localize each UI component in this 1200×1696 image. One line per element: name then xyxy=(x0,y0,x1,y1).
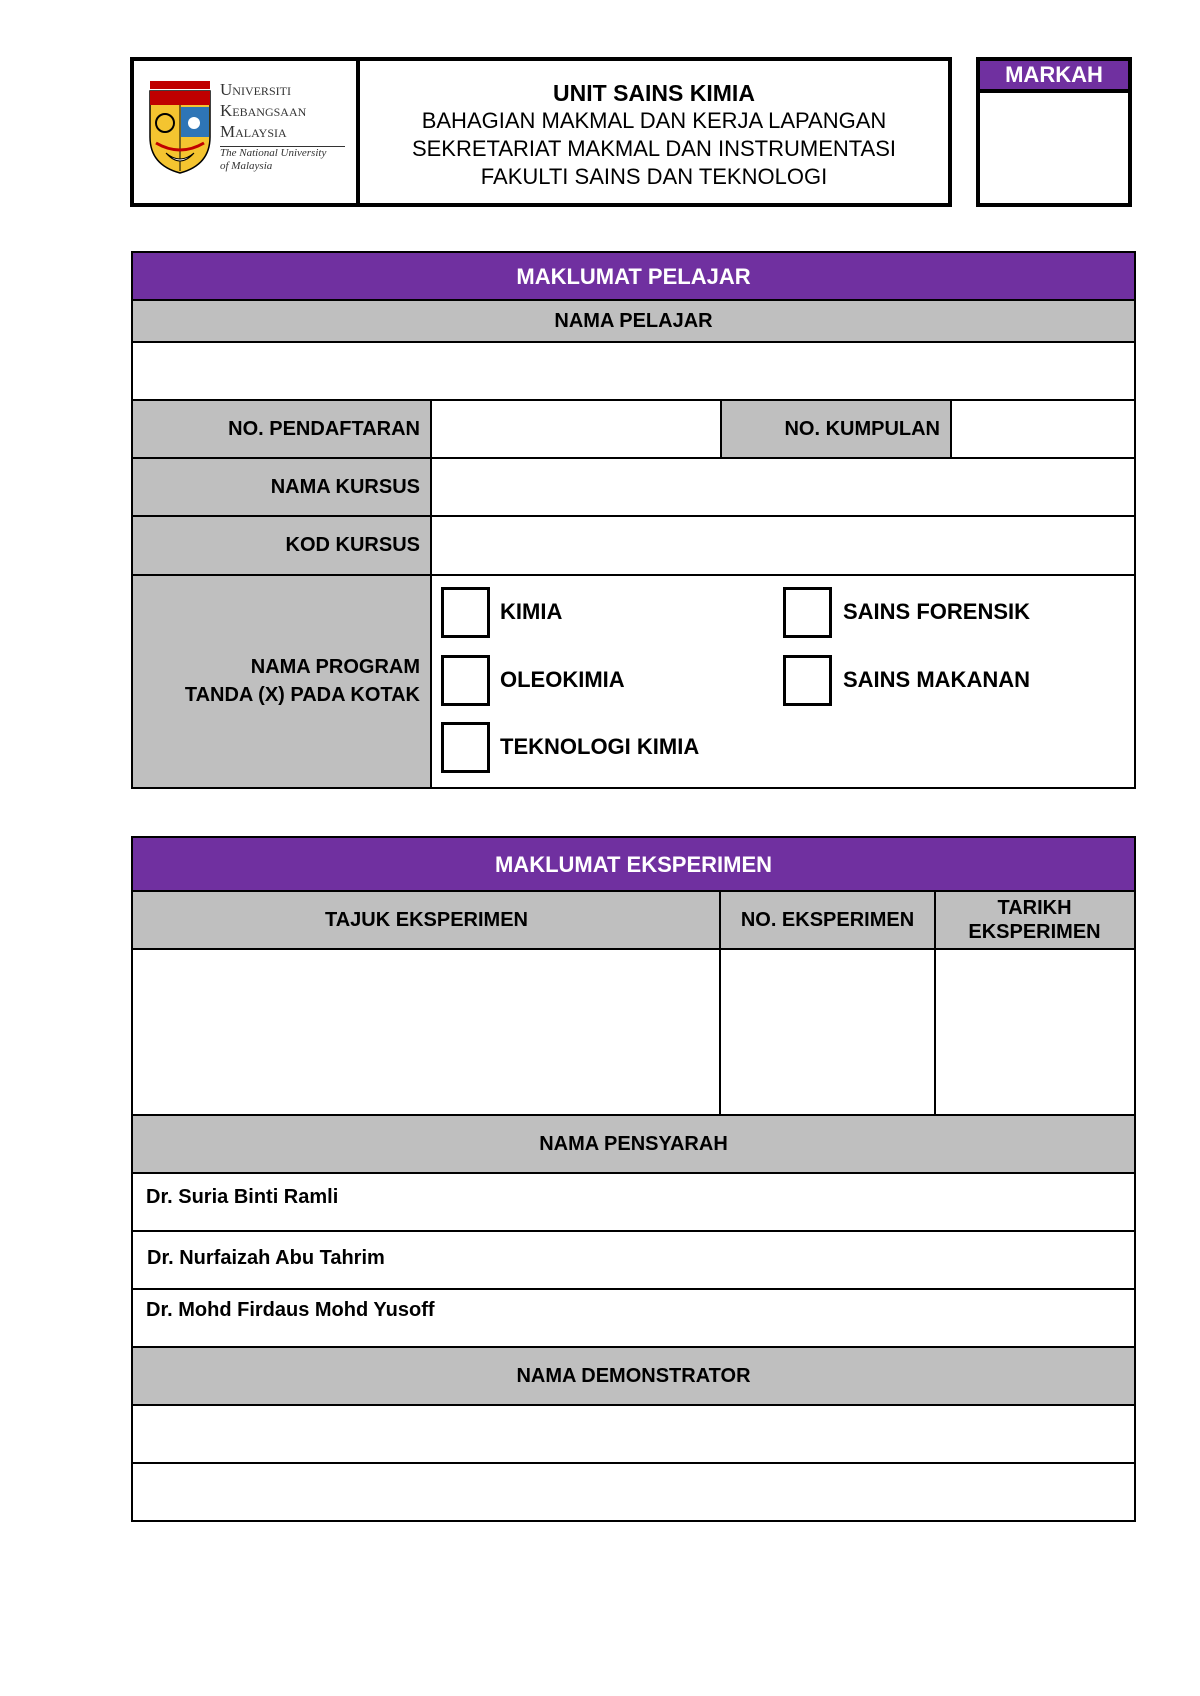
group-number-field[interactable] xyxy=(951,400,1134,458)
divider xyxy=(934,891,936,1115)
lecturer-name-2: Dr. Nurfaizah Abu Tahrim xyxy=(147,1247,385,1269)
reg-number-field[interactable] xyxy=(431,400,721,458)
student-name-label: NAMA PELAJAR xyxy=(133,300,1134,342)
checkbox-kimia[interactable] xyxy=(441,587,490,638)
logo-text xyxy=(220,79,350,173)
divider xyxy=(133,457,1134,459)
header-title: UNIT SAINS KIMIA xyxy=(553,80,755,106)
header-subtitle-3: FAKULTI SAINS DAN TEKNOLOGI xyxy=(480,164,828,189)
divider xyxy=(133,341,1134,343)
checkbox-label-teknologi-kimia: TEKNOLOGI KIMIA xyxy=(500,734,700,759)
reg-number-label: NO. PENDAFTARAN xyxy=(133,400,431,458)
logo-line-1: Universiti xyxy=(220,80,291,99)
experiment-date-label-line-1: TARIKH xyxy=(997,897,1072,919)
experiment-date-field[interactable] xyxy=(935,949,1134,1115)
checkbox-label-kimia: KIMIA xyxy=(500,599,563,624)
experiment-date-label xyxy=(935,891,1134,949)
course-name-field[interactable] xyxy=(431,458,1134,516)
divider xyxy=(133,574,1134,576)
experiment-number-label: NO. EKSPERIMEN xyxy=(720,891,935,949)
header-subtitle-2: SEKRETARIAT MAKMAL DAN INSTRUMENTASI xyxy=(411,136,897,161)
logo-line-3: Malaysia xyxy=(220,122,287,141)
lecturer-name-3: Dr. Mohd Firdaus Mohd Yusoff xyxy=(146,1299,435,1321)
divider xyxy=(133,1230,1134,1232)
course-name-label: NAMA KURSUS xyxy=(133,458,431,516)
markah-label: MARKAH xyxy=(980,61,1128,93)
divider xyxy=(720,400,722,458)
logo-tagline-2: of Malaysia xyxy=(220,160,273,172)
ukm-crest-icon xyxy=(146,79,214,175)
divider xyxy=(133,1114,1134,1116)
course-code-field[interactable] xyxy=(431,516,1134,575)
divider xyxy=(133,1288,1134,1290)
demonstrator-field-2[interactable] xyxy=(133,1463,1134,1520)
logo-line-2: Kebangsaan xyxy=(220,101,307,120)
experiment-number-field[interactable] xyxy=(720,949,935,1115)
checkbox-oleokimia[interactable] xyxy=(441,655,490,706)
program-label-line-2: TANDA (X) PADA KOTAK xyxy=(184,684,420,706)
divider xyxy=(133,1346,1134,1348)
header-title-box xyxy=(356,57,952,207)
checkbox-sains-forensik[interactable] xyxy=(783,587,832,638)
checkbox-label-sains-forensik: SAINS FORENSIK xyxy=(843,599,1031,624)
checkbox-label-sains-makanan: SAINS MAKANAN xyxy=(843,667,1030,692)
divider xyxy=(133,1404,1134,1406)
experiment-date-label-line-2: EKSPERIMEN xyxy=(968,921,1101,943)
divider xyxy=(133,890,1134,892)
divider xyxy=(133,1172,1134,1174)
markah-box xyxy=(976,57,1132,207)
experiment-title-label: TAJUK EKSPERIMEN xyxy=(133,891,720,949)
checkbox-label-oleokimia: OLEOKIMIA xyxy=(500,667,625,692)
divider xyxy=(719,891,721,1115)
experiment-title-field[interactable] xyxy=(133,949,720,1115)
markah-input-area[interactable] xyxy=(980,93,1128,203)
demonstrator-label: NAMA DEMONSTRATOR xyxy=(133,1347,1134,1405)
university-logo-box xyxy=(130,57,360,207)
divider xyxy=(133,1462,1134,1464)
group-number-label: NO. KUMPULAN xyxy=(721,400,951,458)
program-label xyxy=(133,575,431,787)
student-section-title: MAKLUMAT PELAJAR xyxy=(133,253,1134,300)
checkbox-sains-makanan[interactable] xyxy=(783,655,832,706)
checkbox-teknologi-kimia[interactable] xyxy=(441,722,490,773)
divider xyxy=(133,515,1134,517)
divider xyxy=(430,400,432,787)
header-subtitle-1: BAHAGIAN MAKMAL DAN KERJA LAPANGAN xyxy=(421,108,887,133)
divider xyxy=(133,299,1134,301)
lecturer-label: NAMA PENSYARAH xyxy=(133,1115,1134,1173)
program-label-line-1: NAMA PROGRAM xyxy=(250,656,420,678)
logo-tagline-1: The National University xyxy=(220,147,327,159)
divider xyxy=(133,399,1134,401)
lecturer-name-1: Dr. Suria Binti Ramli xyxy=(146,1186,339,1208)
student-info-table xyxy=(131,251,1136,789)
divider xyxy=(950,400,952,458)
student-name-field[interactable] xyxy=(133,342,1134,400)
course-code-label: KOD KURSUS xyxy=(133,516,431,575)
experiment-info-table xyxy=(131,836,1136,1522)
divider xyxy=(133,948,1134,950)
experiment-section-title: MAKLUMAT EKSPERIMEN xyxy=(133,838,1134,891)
demonstrator-field-1[interactable] xyxy=(133,1405,1134,1463)
